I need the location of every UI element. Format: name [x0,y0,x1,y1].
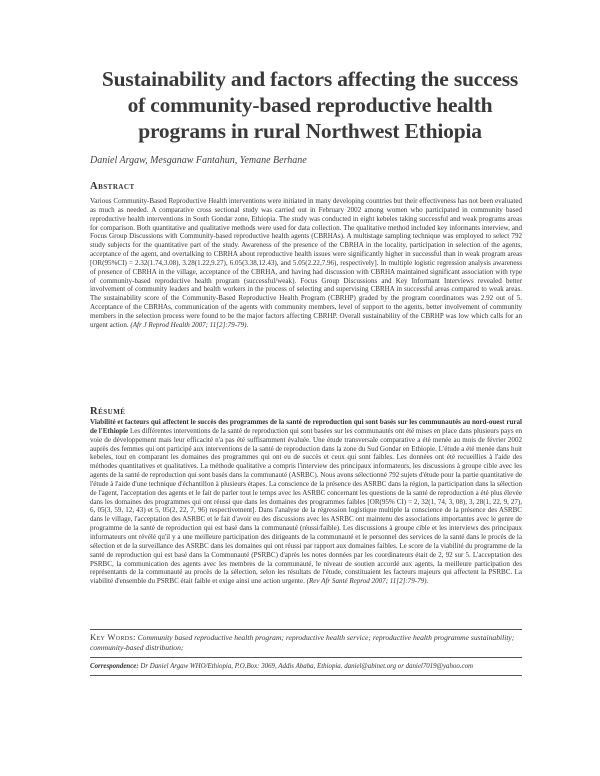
article-title: Sustainability and factors affecting the success of community-based reproductive health programs in rural Northwest Ethiopia [101,67,519,143]
author-list: Daniel Argaw, Mesganaw Fantahun, Yemane Berhane [90,155,307,166]
resume-text: Les différentes interventions de la santé de reproduction qui sont basées sur les communautés ont été mises en place dans plusieurs pays en voie de développement mais leur efficacité n'a pas été suffisamment évaluée. Une étude transversale comparative a été menée au mois de février 2002 auprès des femmes qui ont participé aux interventions de la santé de reproduction dans la zone du Sud Gondar en Ethiopie. L'étude a été menée dans huit kebeles, tout en comparant les domaines des programmes qui ont eu de succès et ceux qui sont faibles. Les données ont été recueillies à l'aide des méthodes quantitatives et qualitatives. La méthode qualitative a compris l'interview des principaux informateurs, les discussions à groupe cible avec les agents de la santé de reproduction qui sont basés dans la communauté (ASRBC). Nous avons sélectionné 792 sujets d'étude pour la partie quantitative de l'étude à l'aide d'une technique d'échantillon à plusieurs étapes. La conscience de la présence des ASRBC dans la région, la participation dans la sélection de l'agent, l'acceptation des agents et le fait de parler tout le temps avec les ASRBC concernant les questions de la santé de reproduction a été plus élevée dans les domaines des programmes qui ont réussi que dans les domaines des programmes faibles [OR(95% CI) = 2, 32(1, 74, 3, 08), 3, 28(1, 22, 9, 27), 6, 05(3, 59, 12, 43) et 5, 05(2, 22, 7, 96) respectivement]. Dans l'analyse de la régression logistique multiple la conscience de la présence des ASRBC dans le village, l'acceptation des ASRBC et le fait d'avoir eu des discussions avec les ASRBC ont maintenu des associations importantes avec le genre de programme de la santé de reproduction qui est basé dans la communauté (réussi/faible). Les discussions à groupe cible et les interviews des principaux informateurs ont révélé qu'il y a une meilleure participation des dirigeants de la communauté et le personnel des services de la santé dans le procès de la sélection et de la surveillance des ASRBC dans les domaines qui ont réussi par rapport aux domaines faibles. Le score de la viabilité du programme de la santé de reproduction qui est basé dans la Communauté (PSRBC) d'après les notes données par les coordinateurs était de 2, 92 sur 5. L'acceptation des PSRBC, la communication des agents avec les membres de la communauté, le niveau de soutien accordé aux agents, la meilleure participation des représentants de la communauté au procès de la sélection, selon les résultats de l'étude, constituaient les facteurs majeurs qui affectent la PSRBC. La viabilité d'ensemble du PSRBC était faible et exige ainsi une action urgente. [90,426,522,586]
abstract-body [90,197,522,330]
keywords-text: Community based reproductive health program; reproductive health service; reproductive health programme sustainability; community-based distribution; [90,633,515,653]
abstract-citation: (Afr J Reprod Health 2007; 11[2]:79-79). [130,320,249,329]
keywords-bottom-divider [90,657,522,658]
abstract-heading: Abstract [90,181,135,192]
correspondence-divider [90,675,522,676]
resume-lead: Viabilité et facteurs qui affectent le succès des programmes de la santé de reproduction qui sont basés sur les communautés au nord-ouest rural de l'Ethiopie [90,418,522,435]
correspondence-label: Correspondence: [90,663,139,670]
resume-citation: (Rev Afr Santé Reprod 2007; 11[2]:79-79). [306,577,429,586]
keywords-top-divider [90,629,522,630]
keywords-block [90,632,522,653]
resume-body [90,418,522,586]
keywords-label: Key Words: [90,632,136,642]
abstract-text: Various Community-Based Reproductive Health interventions were initiated in many developing countries but their effectiveness has not been evaluated as much as needed. A comparative cross sectional study was carried out in February 2002 among women who participated in community based reproductive health interventions in South Gondar zone, Ethiopia. The study was conducted in eight kebeles taking successful and weak programs areas for comparison. Both quantitative and qualitative methods were used for data collection. The qualitative method included key informants interview, and Focus Group Discussions with Community-based reproductive health agents (CBRHAs). A multistage sampling technique was employed to select 792 study subjects for the quantitative part of the study. Awareness of the presence of the CBRHA in the locality, participation in selection of the agents, acceptance of the agent, and overtalking to CBRHA about reproductive health issues were significantly higher in successful than in weak program areas [OR(95%CI) = 2.32(1.74,3.08), 3.28(1.22,9.27), 6.05(3.38,12.43), and 5.05(2.22,7.96), respectively]. In multiple logistic regression analysis awareness of presence of CBRHA in the village, acceptance of the CBRHA, and having had discussion with CBRHA maintained significant association with type of community-based reproductive health program (successful/weak). Focus Group Discussions and Key Informant Interviews revealed better involvement of community leaders and health workers in the process of selecting and supervising CBRHA in successful areas compared to weak areas. The sustainability score of the Community-Based Reproductive Health Program (CBRHP) graded by the program coordinators was 2.92 out of 5. Acceptance of the CBRHAs, communication of the agents with community members, level of support to the agents, better involvement of community members in the selection process were found to be the major factors affecting CBRHP. Overall sustainability of the CBRHP was low which calls for an urgent action. [90,197,522,329]
resume-heading: Résumé [90,406,126,417]
correspondence-text: Dr Daniel Argaw WHO/Ethiopia, P.O.Box: 3069, Addis Ababa, Ethiopia. daniel@abinet.org or daniel7019@yahoo.com [140,663,473,670]
correspondence-block [90,663,522,670]
